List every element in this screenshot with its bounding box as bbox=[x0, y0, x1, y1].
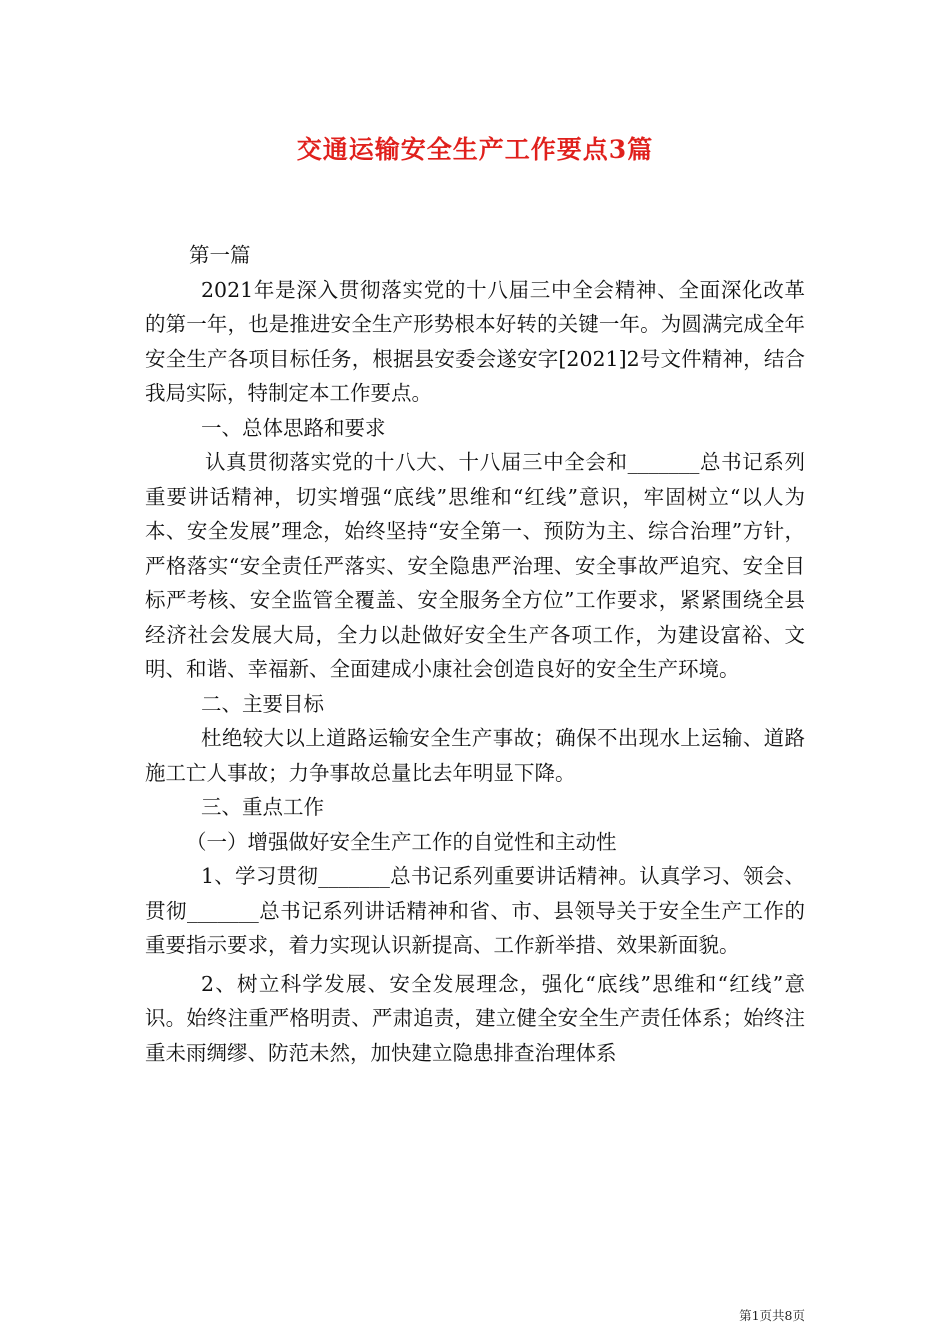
section-heading-part-one: 第一篇 bbox=[189, 243, 251, 267]
document-body bbox=[145, 238, 805, 1070]
paragraph-item-1: 1、学习贯彻_______总书记系列重要讲话精神。认真学习、领会、贯彻_______总书记系列讲话精神和省、市、县领导关于安全生产工作的重要指示要求，着力实现认识新提高、工作新举措、效果新面貌。 bbox=[145, 864, 805, 957]
paragraph-main-goals: 杜绝较大以上道路运输安全生产事故；确保不出现水上运输、道路施工亡人事故；力争事故总量比去年明显下降。 bbox=[145, 726, 805, 785]
heading-key-work: 三、重点工作 bbox=[201, 795, 324, 819]
heading-general-approach: 一、总体思路和要求 bbox=[201, 415, 386, 440]
page-number: 第1页共8页 bbox=[739, 1308, 805, 1323]
heading-main-goals: 二、主要目标 bbox=[201, 691, 324, 716]
subheading-awareness: （一）增强做好安全生产工作的自觉性和主动性 bbox=[186, 829, 617, 854]
paragraph-general-approach: 认真贯彻落实党的十八大、十八届三中全会和_______总书记系列重要讲话精神，切实增强“底线”思维和“红线”意识，牢固树立“以人为本、安全发展”理念，始终坚持“安全第一、预防为主、综合治理”方针，严格落实“安全责任严落实、安全隐患严治理、安全事故严追究、安全目标严考核、安全监管全覆盖、安全服务全方位”工作要求，紧紧围绕全县经济社会发展大局，全力以赴做好安全生产各项工作，为建设富裕、文明、和谐、幸福新、全面建成小康社会创造良好的安全生产环境。 bbox=[145, 450, 805, 681]
paragraph-item-2: 2、树立科学发展、安全发展理念，强化“底线”思维和“红线”意识。始终注重严格明责、严肃追责，建立健全安全生产责任体系；始终注重未雨绸缪、防范未然，加快建立隐患排查治理体系 bbox=[145, 971, 805, 1065]
page-title: 交通运输安全生产工作要点3篇 bbox=[296, 135, 654, 164]
paragraph-intro: 2021年是深入贯彻落实党的十八届三中全会精神、全面深化改革的第一年，也是推进安全生产形势根本好转的关键一年。为圆满完成全年安全生产各项目标任务，根据县安委会遂安字[2021]2号文件精神，结合我局实际，特制定本工作要点。 bbox=[145, 277, 805, 405]
